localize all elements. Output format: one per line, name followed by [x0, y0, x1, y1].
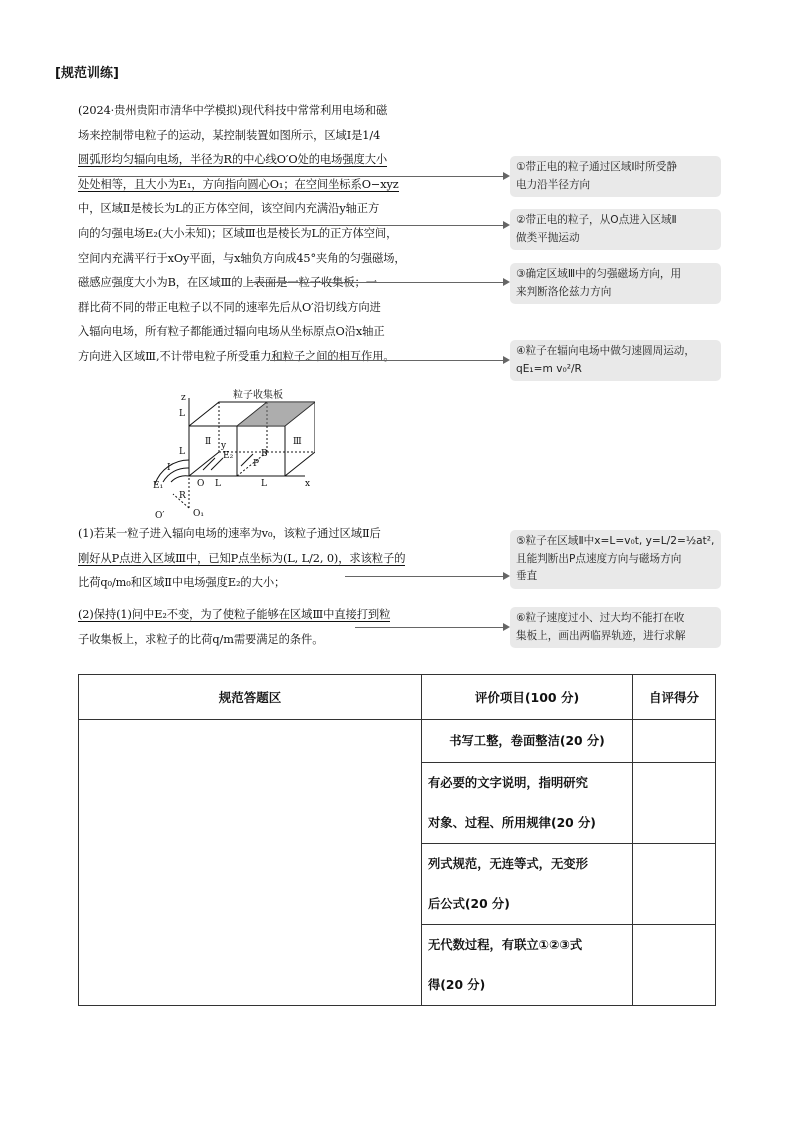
score-cell[interactable] — [633, 844, 716, 925]
note-5 — [510, 530, 721, 589]
fig-label: Ⅲ — [293, 437, 302, 447]
score-cell[interactable] — [633, 925, 716, 1006]
note-line: 电力沿半径方向 — [516, 178, 591, 191]
fig-label: O₁ — [193, 509, 204, 519]
fig-label: x — [305, 479, 311, 489]
header-self-score: 自评得分 — [633, 675, 716, 720]
q2-line: 子收集板上，求粒子的比荷q/m需要满足的条件。 — [78, 632, 324, 646]
note-line: ⑥粒子速度过小、过大均不能打在收 — [516, 612, 685, 624]
answer-area[interactable] — [79, 720, 422, 1006]
problem-line: 中，区域Ⅱ是棱长为L的正方体空间，该空间内充满沿y轴正方 — [78, 202, 380, 216]
connector-line-6 — [355, 627, 505, 628]
fig-label: L — [179, 447, 185, 457]
note-2 — [510, 209, 721, 250]
note-4 — [510, 340, 721, 381]
score-cell[interactable] — [633, 763, 716, 844]
problem-text — [78, 99, 420, 370]
table-header-row — [79, 675, 716, 720]
arrow-icon — [503, 572, 510, 580]
note-line: ①带正电的粒子通过区域Ⅰ时所受静 — [516, 161, 677, 173]
fig-label: Ⅰ — [167, 463, 171, 473]
fig-label: L — [179, 409, 185, 419]
apparatus-figure — [145, 386, 315, 522]
problem-line: 群比荷不同的带正电粒子以不同的速率先后从O′沿切线方向进 — [78, 300, 381, 314]
note-line: ②带正电的粒子，从O点进入区域Ⅱ — [516, 214, 677, 226]
note-6 — [510, 607, 721, 648]
criterion-cell: 书写工整，卷面整洁(20 分) — [422, 720, 633, 763]
q1-line: 比荷q₀/m₀和区域Ⅱ中电场强度E₂的大小； — [78, 576, 286, 590]
connector-line-3 — [248, 282, 505, 283]
arrow-icon — [503, 172, 510, 180]
q1-line: 刚好从P点进入区域Ⅲ中，已知P点坐标为(L, L/2, 0)，求该粒子的 — [78, 551, 406, 565]
note-line: 做类平抛运动 — [516, 231, 580, 244]
note-line: qE₁=m v₀²/R — [516, 362, 582, 375]
note-line: 且能判断出P点速度方向与磁场方向 — [516, 552, 682, 565]
problem-line: 入辐向电场，所有粒子都能通过辐向电场从坐标原点O沿x轴正 — [78, 325, 385, 339]
question-1 — [78, 522, 420, 596]
connector-line-2 — [186, 225, 505, 226]
header-criteria: 评价项目(100 分) — [422, 675, 633, 720]
fig-label: Ⅱ — [205, 437, 212, 447]
grading-table — [78, 674, 716, 1006]
criterion-cell: 列式规范，无连等式，无变形 后公式(20 分) — [422, 844, 633, 925]
problem-line: 场来控制带电粒子的运动，某控制装置如图所示，区域Ⅰ是1/4 — [78, 128, 381, 142]
problem-line: 处处相等，且大小为E₁，方向指向圆心O₁；在空间坐标系O−xyz — [78, 177, 399, 191]
q2-line: (2)保持(1)问中E₂不变，为了使粒子能够在区域Ⅲ中直接打到粒 — [78, 608, 391, 621]
problem-line: 磁感应强度大小为B，在区域Ⅲ的上表面是一粒子收集板；一 — [78, 276, 377, 290]
problem-line: (2024·贵州贵阳市清华中学模拟)现代科技中常常利用电场和磁 — [78, 104, 388, 117]
connector-line-1 — [78, 176, 505, 177]
section-title: [规范训练] — [55, 66, 119, 81]
problem-line: 空间内充满平行于xOy平面，与x轴负方向成45°夹角的匀强磁场， — [78, 251, 406, 265]
fig-label: z — [181, 393, 186, 403]
problem-line: 方向进入区域Ⅲ,不计带电粒子所受重力和粒子之间的相互作用。 — [78, 349, 395, 363]
arrow-icon — [503, 623, 510, 631]
arrow-icon — [503, 356, 510, 364]
header-answer-area: 规范答题区 — [79, 675, 422, 720]
connector-line-5 — [345, 576, 505, 577]
note-3 — [510, 263, 721, 304]
problem-line: 向的匀强电场E₂(大小未知)；区域Ⅲ也是棱长为L的正方体空间， — [78, 226, 398, 240]
fig-label: L — [215, 479, 221, 489]
fig-label: E₁ — [153, 481, 164, 491]
fig-label: y — [221, 441, 227, 451]
connector-line-4 — [270, 360, 505, 361]
note-line: 集板上，画出两临界轨迹，进行求解 — [516, 629, 686, 642]
note-line: ④粒子在辐向电场中做匀速圆周运动， — [516, 345, 695, 357]
fig-label: P — [253, 459, 260, 469]
score-cell[interactable] — [633, 720, 716, 763]
fig-label: O — [197, 479, 205, 489]
note-1 — [510, 156, 721, 197]
fig-label: R — [179, 491, 186, 501]
criterion-cell: 无代数过程，有联立①②③式 得(20 分) — [422, 925, 633, 1006]
note-line: 垂直 — [516, 570, 538, 582]
fig-label: B — [261, 449, 268, 459]
note-line: 来判断洛伦兹力方向 — [516, 285, 612, 298]
note-line: ③确定区域Ⅲ中的匀强磁场方向，用 — [516, 268, 682, 280]
arrow-icon — [503, 221, 510, 229]
fig-label: L — [261, 479, 267, 489]
fig-label: O′ — [155, 511, 165, 521]
figure-title: 粒子收集板 — [233, 390, 283, 401]
fig-label: E₂ — [223, 451, 234, 461]
q1-line: (1)若某一粒子进入辐向电场的速率为v₀，该粒子通过区域Ⅱ后 — [78, 527, 381, 540]
table-row — [79, 720, 716, 763]
problem-line: 圆弧形均匀辐向电场，半径为R的中心线O′O处的电场强度大小 — [78, 153, 388, 167]
criterion-cell: 有必要的文字说明，指明研究 对象、过程、所用规律(20 分) — [422, 763, 633, 844]
arrow-icon — [503, 278, 510, 286]
note-line: ⑤粒子在区域Ⅱ中x=L=v₀t, y=L/2=½at², — [516, 535, 715, 547]
